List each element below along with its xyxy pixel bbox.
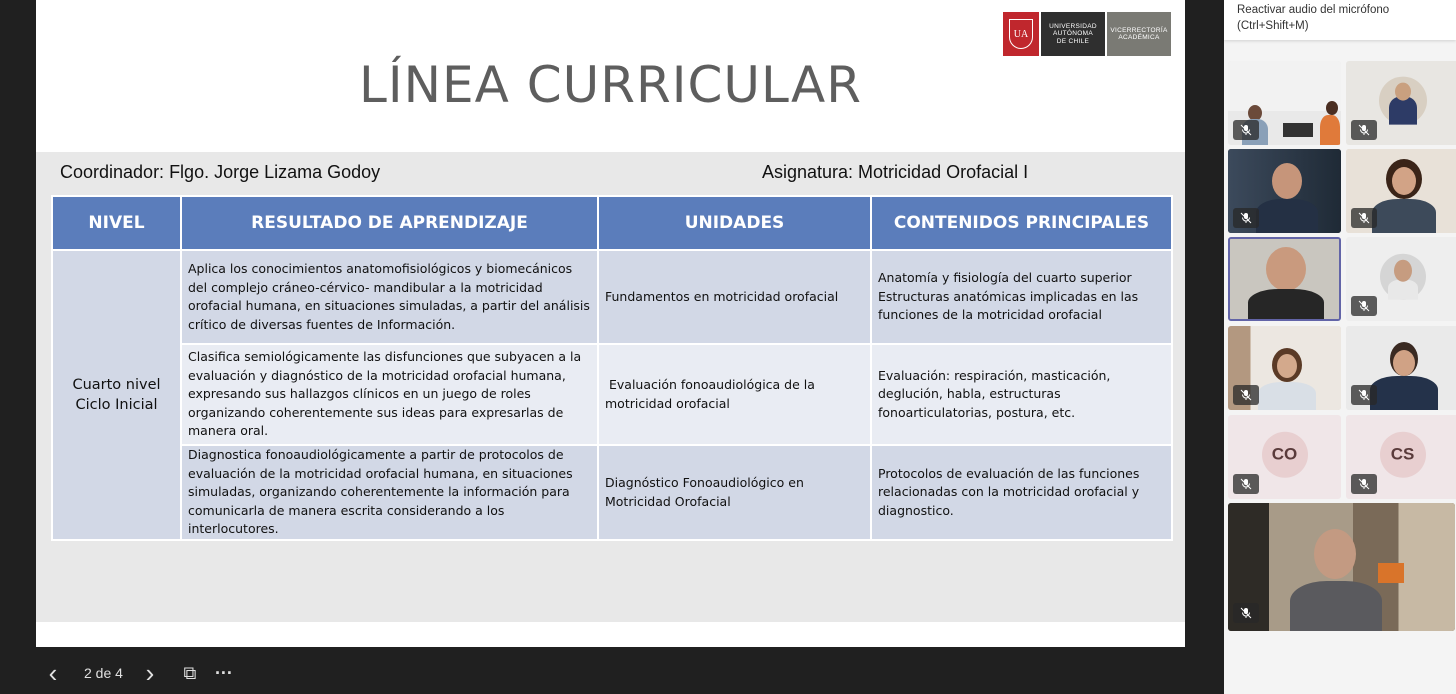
- previous-slide-button[interactable]: [36, 656, 70, 690]
- self-view-video[interactable]: [1228, 503, 1455, 631]
- active-speaker-tile[interactable]: [1228, 237, 1341, 321]
- table-row: [52, 344, 1172, 445]
- mic-off-icon: [1240, 389, 1252, 401]
- coordinator-label: Coordinador: Flgo. Jorge Lizama Godoy: [60, 162, 381, 182]
- mic-off-icon: [1358, 212, 1370, 224]
- participant-video-tile[interactable]: [1346, 61, 1456, 145]
- muted-indicator: [1351, 385, 1377, 405]
- slide-navigation: [36, 652, 241, 694]
- table-header-row: [52, 196, 1172, 250]
- mic-off-icon: [1240, 478, 1252, 490]
- contenidos-cell: Protocolos de evaluación de las funciones relacionadas con la motricidad orofacial y diagnostico.: [871, 445, 1172, 540]
- participant-video-tile[interactable]: [1228, 326, 1341, 410]
- curriculum-table: [51, 195, 1173, 541]
- nivel-cell: [52, 250, 181, 540]
- participant-initials-avatar: CO: [1262, 432, 1308, 478]
- person-figure: [1320, 115, 1340, 145]
- person-figure: [1395, 83, 1411, 101]
- ua-seal-logo: [1003, 12, 1039, 56]
- participant-video-tile[interactable]: [1228, 61, 1341, 145]
- fireplace: [1378, 563, 1404, 583]
- nivel-text: Cuarto nivel Ciclo Inicial: [72, 377, 161, 413]
- participant-avatar-tile[interactable]: [1228, 415, 1341, 499]
- person-figure: [1277, 354, 1297, 378]
- chevron-left-icon: ‹: [48, 657, 58, 688]
- university-name: UNIVERSIDAD AUTÓNOMA DE CHILE: [1049, 22, 1097, 45]
- header-resultado: RESULTADO DE APRENDIZAJE: [181, 196, 598, 250]
- tooltip-line-2: (Ctrl+Shift+M): [1237, 20, 1309, 32]
- person-figure: [1314, 529, 1356, 579]
- person-figure: [1266, 247, 1306, 291]
- participant-video-tile[interactable]: [1228, 149, 1341, 233]
- more-icon: ···: [214, 662, 233, 683]
- vicerrectoria-logo: [1107, 12, 1171, 56]
- tooltip-line-1: Reactivar audio del micrófono: [1237, 4, 1390, 16]
- mic-off-icon: [1240, 607, 1252, 619]
- laptop: [1283, 123, 1313, 137]
- mic-off-icon: [1358, 478, 1370, 490]
- slide-header: [36, 0, 1185, 152]
- table-row: [52, 250, 1172, 344]
- participant-video-tile[interactable]: [1346, 237, 1456, 321]
- participant-photo: [1379, 77, 1427, 125]
- muted-indicator: [1351, 120, 1377, 140]
- person-figure: [1258, 382, 1316, 410]
- person-figure: [1326, 101, 1338, 115]
- person-figure: [1272, 163, 1302, 199]
- header-unidades: UNIDADES: [598, 196, 871, 250]
- person-figure: [1248, 289, 1324, 321]
- muted-indicator: [1233, 208, 1259, 228]
- muted-indicator: [1233, 120, 1259, 140]
- muted-indicator: [1351, 296, 1377, 316]
- participant-initials-avatar: CS: [1380, 432, 1426, 478]
- person-figure: [1370, 376, 1438, 410]
- slide-title: LÍNEA CURRICULAR: [359, 56, 862, 114]
- more-options-button[interactable]: [207, 656, 241, 690]
- mic-off-icon: [1240, 124, 1252, 136]
- participants-panel: [1224, 0, 1456, 694]
- page-indicator: 2 de 4: [84, 665, 123, 681]
- unidad-cell: Fundamentos en motricidad orofacial: [598, 250, 871, 344]
- header-contenidos: CONTENIDOS PRINCIPALES: [871, 196, 1172, 250]
- person-figure: [1388, 280, 1418, 300]
- slides-grid-icon: ⧉: [183, 662, 197, 683]
- table-row: [52, 445, 1172, 540]
- contenidos-cell: Evaluación: respiración, masticación, deglución, habla, estructuras fonoarticulatorias, postura, etc.: [871, 344, 1172, 445]
- muted-indicator: [1351, 474, 1377, 494]
- muted-indicator: [1233, 385, 1259, 405]
- unidad-cell: Diagnóstico Fonoaudiológico en Motricidad Orofacial: [598, 445, 871, 540]
- unidad-cell: Evaluación fonoaudiológica de la motricidad orofacial: [598, 344, 871, 445]
- mic-off-icon: [1240, 212, 1252, 224]
- resultado-cell: Clasifica semiológicamente las disfunciones que subyacen a la evaluación y diagnóstico de la motricidad orofacial humana, expresando sus hallazgos clínicos en un juego de roles organizando coherentemente sus ideas para expresarlas de manera oral.: [181, 344, 598, 445]
- participant-avatar-tile[interactable]: [1346, 415, 1456, 499]
- muted-indicator: [1351, 208, 1377, 228]
- contenidos-text: Anatomía y fisiología del cuarto superior Estructuras anatómicas implicadas en las funciones de la motricidad orofacial: [878, 270, 1139, 323]
- person-figure: [1372, 199, 1436, 233]
- room-background: [1228, 61, 1341, 111]
- chevron-right-icon: ›: [145, 657, 155, 688]
- participant-video-tile[interactable]: [1346, 326, 1456, 410]
- university-logo: [1003, 12, 1171, 56]
- slide-footer-strip: [36, 622, 1185, 647]
- mic-off-icon: [1358, 389, 1370, 401]
- mic-off-icon: [1358, 300, 1370, 312]
- participant-photo: [1380, 254, 1426, 300]
- person-figure: [1392, 167, 1416, 195]
- muted-indicator: [1233, 474, 1259, 494]
- subject-label: Asignatura: Motricidad Orofacial I: [762, 162, 1029, 182]
- person-figure: [1290, 581, 1382, 631]
- participant-video-tile[interactable]: [1346, 149, 1456, 233]
- unmute-tooltip: [1224, 0, 1456, 40]
- header-nivel: NIVEL: [52, 196, 181, 250]
- person-figure: [1393, 350, 1415, 376]
- university-name-logo: [1041, 12, 1105, 56]
- shared-slide: [36, 0, 1185, 647]
- resultado-cell: Aplica los conocimientos anatomofisiológicos y biomecánicos del complejo cráneo-cérvico- mandibular a la motricidad orofacial humana, en situaciones simuladas, a partir del análisis crítico de diversas fuentes de Información.: [181, 250, 598, 344]
- slide-body: [36, 152, 1185, 622]
- resultado-cell: Diagnostica fonoaudiológicamente a partir de protocolos de evaluación de la motricidad orofacial humana, en situaciones simuladas, organizando coherentemente la información para comunicarla de manera escrita considerando a los interlocutores.: [181, 445, 598, 540]
- seal-text: UA: [1009, 19, 1033, 49]
- grid-view-button[interactable]: [173, 656, 207, 690]
- next-slide-button[interactable]: [133, 656, 167, 690]
- person-figure: [1394, 260, 1412, 282]
- contenidos-cell: [871, 250, 1172, 344]
- person-figure: [1256, 199, 1318, 233]
- muted-indicator: [1233, 603, 1259, 623]
- person-figure: [1389, 97, 1417, 125]
- mic-off-icon: [1358, 124, 1370, 136]
- vicerrectoria-name: VICERRECTORÍA ACADÉMICA: [1110, 26, 1168, 41]
